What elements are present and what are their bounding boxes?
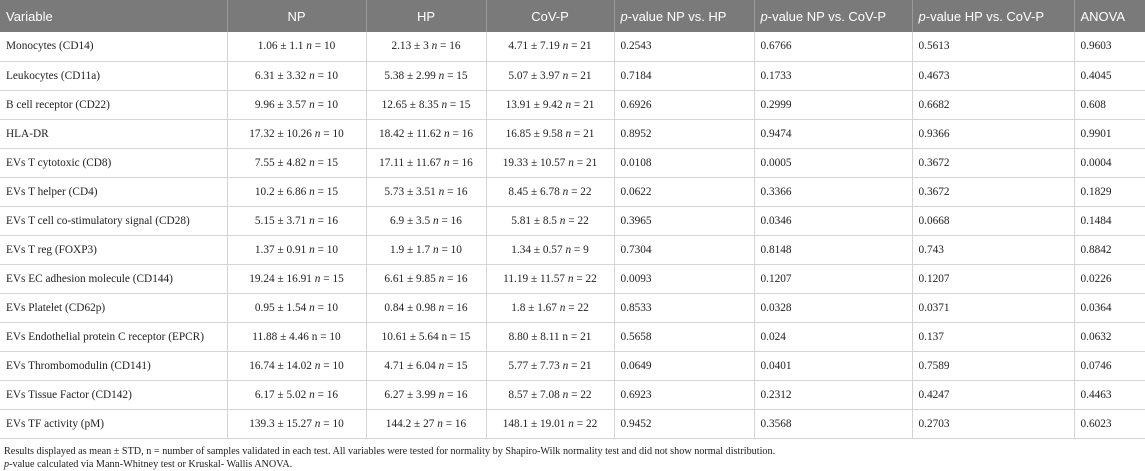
cell-p-np-covp: 0.0005 — [754, 148, 912, 177]
table-row — [0, 148, 1145, 177]
cell-hp — [366, 351, 486, 380]
footnote-pvalue-prefix: p — [4, 458, 10, 470]
covp-n-symbol: n — [562, 40, 569, 53]
hp-n-symbol: n — [438, 272, 445, 285]
cell-anova: 0.4045 — [1074, 61, 1145, 90]
hp-mean-std: 1.9 ± 1.7 — [390, 243, 431, 256]
hp-mean-std: 6.9 ± 3.5 — [390, 214, 431, 227]
cell-p-np-hp: 0.5658 — [614, 322, 754, 351]
footnote-pvalue-rest: -value calculated via Mann-Whitney test or Kruskal- Wallis ANOVA. — [9, 458, 293, 470]
np-mean-std: 1.37 ± 0.91 — [254, 243, 307, 256]
cell-hp — [366, 119, 486, 148]
covp-n-count: = 21 — [573, 127, 595, 140]
covp-mean-std: 11.19 ± 11.57 — [503, 272, 566, 285]
covp-mean-std: 4.71 ± 7.19 — [508, 40, 560, 53]
cell-anova: 0.0364 — [1074, 293, 1145, 322]
hp-n-count: = 16 — [441, 214, 462, 227]
header-row — [0, 0, 1145, 32]
cell-np — [227, 32, 366, 61]
cell-hp — [366, 61, 486, 90]
cell-variable: HLA-DR — [0, 119, 227, 148]
cell-p-np-covp: 0.3568 — [754, 409, 912, 438]
cell-p-np-hp: 0.6926 — [614, 90, 754, 119]
covp-n-count: = 22 — [571, 185, 592, 198]
hp-n-count: = 10 — [441, 243, 462, 256]
hp-mean-std: 6.27 ± 3.99 — [384, 388, 436, 401]
cell-np — [227, 148, 366, 177]
covp-n-count: = 21 — [571, 69, 592, 82]
hp-n-count: = 15 — [447, 359, 468, 372]
covp-n-symbol: n — [562, 388, 569, 401]
table-row — [0, 90, 1145, 119]
table-row — [0, 264, 1145, 293]
np-n-symbol: n — [309, 185, 315, 198]
np-mean-std: 0.95 ± 1.54 — [254, 301, 307, 314]
np-mean-std: 1.06 ± 1.1 — [257, 40, 304, 53]
cell-hp — [366, 293, 486, 322]
cell-hp — [366, 177, 486, 206]
cell-p-np-covp: 0.3366 — [754, 177, 912, 206]
cell-np — [227, 235, 366, 264]
np-mean-std: 6.31 ± 3.32 — [254, 69, 307, 82]
hp-n-symbol: n — [431, 40, 438, 53]
cell-covp — [486, 409, 614, 438]
cell-p-hp-covp: 0.137 — [912, 322, 1074, 351]
np-mean-std: 9.96 ± 3.57 — [254, 98, 307, 111]
table-body — [0, 32, 1145, 438]
hp-n-count: = 16 — [447, 301, 468, 314]
hp-n-count: = 16 — [447, 272, 468, 285]
covp-mean-std: 5.07 ± 3.97 — [508, 69, 560, 82]
table-row — [0, 293, 1145, 322]
np-n-count: = 10 — [314, 40, 336, 53]
cell-anova: 0.608 — [1074, 90, 1145, 119]
cell-hp — [366, 264, 486, 293]
table-row — [0, 206, 1145, 235]
table-row — [0, 119, 1145, 148]
table-row — [0, 409, 1145, 438]
np-n-count: = 10 — [323, 127, 344, 140]
cell-p-np-covp: 0.1207 — [754, 264, 912, 293]
table-row — [0, 322, 1145, 351]
hp-mean-std: 17.11 ± 11.67 — [379, 156, 442, 169]
np-n-symbol: n — [309, 156, 315, 169]
cell-p-hp-covp: 0.5613 — [912, 32, 1074, 61]
np-n-symbol: n — [314, 359, 321, 372]
cell-hp — [366, 206, 486, 235]
covp-n-count: = 22 — [576, 417, 598, 430]
cell-anova: 0.9603 — [1074, 32, 1145, 61]
hp-n-symbol: n — [438, 359, 445, 372]
cell-p-hp-covp: 0.3672 — [912, 177, 1074, 206]
np-mean-std: 11.88 ± 4.46 n — [252, 330, 318, 343]
hp-n-symbol: n — [432, 243, 439, 256]
hp-mean-std: 18.42 ± 11.62 — [378, 127, 442, 140]
header-p-np-hp-rest: -value NP vs. HP — [627, 8, 727, 24]
hp-n-count: = 16 — [447, 388, 468, 401]
cell-hp — [366, 380, 486, 409]
hp-n-symbol: n — [432, 214, 439, 227]
hp-mean-std: 2.13 ± 3 — [391, 40, 429, 53]
covp-mean-std: 8.45 ± 6.78 — [508, 185, 560, 198]
np-n-symbol: n — [309, 388, 315, 401]
hp-n-count: = 16 — [447, 185, 468, 198]
covp-mean-std: 13.91 ± 9.42 — [505, 98, 563, 111]
cell-hp — [366, 322, 486, 351]
cell-hp — [366, 148, 486, 177]
cell-variable: EVs TF activity (pM) — [0, 409, 227, 438]
cell-variable: EVs T reg (FOXP3) — [0, 235, 227, 264]
np-mean-std: 17.32 ± 10.26 — [249, 127, 312, 140]
cell-covp — [486, 322, 614, 351]
table-footnotes — [0, 439, 1145, 471]
np-mean-std: 7.55 ± 4.82 — [254, 156, 307, 169]
np-n-count: = 10 — [317, 301, 339, 314]
np-n-symbol: n — [309, 69, 315, 82]
table-row — [0, 32, 1145, 61]
cell-np — [227, 119, 366, 148]
hp-mean-std: 5.73 ± 3.51 — [384, 185, 436, 198]
cell-p-np-hp: 0.9452 — [614, 409, 754, 438]
np-n-count: = 10 — [317, 243, 339, 256]
hp-n-symbol: n — [438, 185, 445, 198]
cell-variable: EVs EC adhesion molecule (CD144) — [0, 264, 227, 293]
cell-variable: EVs Platelet (CD62p) — [0, 293, 227, 322]
covp-mean-std: 16.85 ± 9.58 — [505, 127, 563, 140]
cell-covp — [486, 206, 614, 235]
covp-n-count: = 22 — [576, 272, 597, 285]
hp-n-count: = 15 — [449, 98, 471, 111]
covp-n-symbol: n — [559, 301, 566, 314]
cell-p-hp-covp: 0.4673 — [912, 61, 1074, 90]
cell-variable: Leukocytes (CD11a) — [0, 61, 227, 90]
cell-p-np-covp: 0.0401 — [754, 351, 912, 380]
cell-np — [227, 293, 366, 322]
np-n-count: = 10 — [323, 359, 344, 372]
cell-covp — [486, 90, 614, 119]
covp-mean-std: 8.80 ± 8.11 n — [508, 330, 569, 343]
cell-p-np-covp: 0.0328 — [754, 293, 912, 322]
np-mean-std: 5.15 ± 3.71 — [254, 214, 307, 227]
header-p-hp-covp-rest: -value HP vs. CoV-P — [925, 8, 1044, 24]
np-n-count: = 15 — [317, 185, 339, 198]
hp-n-symbol: n — [438, 301, 445, 314]
cell-variable: EVs Thrombomodulin (CD141) — [0, 351, 227, 380]
header-p-np-hp — [614, 0, 754, 32]
cell-p-np-hp: 0.7304 — [614, 235, 754, 264]
cell-p-np-covp: 0.0346 — [754, 206, 912, 235]
covp-n-symbol: n — [567, 272, 574, 285]
hp-mean-std: 144.2 ± 27 — [385, 417, 435, 430]
table-row — [0, 177, 1145, 206]
cell-p-np-covp: 0.8148 — [754, 235, 912, 264]
hp-n-count: = 16 — [452, 156, 473, 169]
hp-n-symbol: n — [441, 98, 448, 111]
np-n-count: = 16 — [317, 388, 339, 401]
covp-n-count: = 22 — [571, 388, 592, 401]
cell-p-hp-covp: 0.6682 — [912, 90, 1074, 119]
header-p-np-covp-prefix: p — [760, 8, 768, 24]
cell-covp — [486, 177, 614, 206]
np-n-symbol: n — [314, 127, 321, 140]
np-n-count: = 15 — [323, 272, 344, 285]
covp-n-symbol: n — [565, 127, 572, 140]
header-variable: Variable — [0, 0, 227, 32]
cell-p-np-covp: 0.2312 — [754, 380, 912, 409]
cell-np — [227, 90, 366, 119]
covp-n-count: = 22 — [568, 214, 589, 227]
header-np: NP — [227, 0, 366, 32]
cell-covp — [486, 119, 614, 148]
header-p-hp-covp — [912, 0, 1074, 32]
covp-n-symbol: n — [559, 214, 566, 227]
cell-hp — [366, 90, 486, 119]
cell-p-np-hp: 0.7184 — [614, 61, 754, 90]
cell-covp — [486, 61, 614, 90]
cell-p-np-covp: 0.024 — [754, 322, 912, 351]
footnote-results: Results displayed as mean ± STD, n = number of samples validated in each test. All variables were tested for normality by Shapiro-Wilk normality test and did not show normal distribution. — [4, 445, 776, 457]
cell-covp — [486, 148, 614, 177]
np-n-count: = 10 — [317, 69, 339, 82]
header-p-np-covp — [754, 0, 912, 32]
cell-np — [227, 380, 366, 409]
np-mean-std: 10.2 ± 6.86 — [254, 185, 307, 198]
cell-p-np-hp: 0.2543 — [614, 32, 754, 61]
np-mean-std: 6.17 ± 5.02 — [254, 388, 307, 401]
cell-variable: EVs Endothelial protein C receptor (EPCR) — [0, 322, 227, 351]
np-n-symbol: n — [309, 243, 315, 256]
covp-mean-std: 5.81 ± 8.5 — [511, 214, 557, 227]
cell-variable: EVs T cell co-stimulatory signal (CD28) — [0, 206, 227, 235]
cell-anova: 0.9901 — [1074, 119, 1145, 148]
cell-p-hp-covp: 0.9366 — [912, 119, 1074, 148]
cell-variable: EVs T cytotoxic (CD8) — [0, 148, 227, 177]
cell-p-np-hp: 0.0649 — [614, 351, 754, 380]
cell-p-hp-covp: 0.743 — [912, 235, 1074, 264]
np-n-count: = 10 — [320, 330, 341, 343]
table-row — [0, 351, 1145, 380]
cell-anova: 0.0004 — [1074, 148, 1145, 177]
cell-covp — [486, 380, 614, 409]
np-n-count: = 10 — [323, 417, 344, 430]
cell-p-hp-covp: 0.0668 — [912, 206, 1074, 235]
cell-hp — [366, 32, 486, 61]
np-n-symbol: n — [314, 417, 321, 430]
covp-mean-std: 1.34 ± 0.57 — [511, 243, 563, 256]
hp-n-symbol: n — [443, 156, 450, 169]
hp-n-count: = 16 — [440, 40, 461, 53]
np-n-count: = 16 — [317, 214, 339, 227]
cell-p-np-covp: 0.2999 — [754, 90, 912, 119]
covp-n-count: = 21 — [576, 156, 598, 169]
cell-np — [227, 322, 366, 351]
cell-anova: 0.0746 — [1074, 351, 1145, 380]
cell-p-hp-covp: 0.7589 — [912, 351, 1074, 380]
hp-mean-std: 10.61 ± 5.64 n — [381, 330, 448, 343]
covp-n-count: = 21 — [573, 98, 595, 111]
covp-mean-std: 1.8 ± 1.67 — [511, 301, 557, 314]
cell-p-np-covp: 0.6766 — [754, 32, 912, 61]
cell-covp — [486, 235, 614, 264]
covp-mean-std: 148.1 ± 19.01 — [502, 417, 566, 430]
hp-mean-std: 5.38 ± 2.99 — [384, 69, 436, 82]
cell-covp — [486, 264, 614, 293]
np-mean-std: 16.74 ± 14.02 — [249, 359, 312, 372]
cell-anova: 0.1829 — [1074, 177, 1145, 206]
cell-variable: B cell receptor (CD22) — [0, 90, 227, 119]
covp-n-symbol: n — [562, 359, 569, 372]
cell-hp — [366, 235, 486, 264]
header-hp: HP — [366, 0, 486, 32]
np-mean-std: 19.24 ± 16.91 — [249, 272, 312, 285]
covp-mean-std: 19.33 ± 10.57 — [502, 156, 566, 169]
cell-np — [227, 409, 366, 438]
header-p-hp-covp-prefix: p — [918, 8, 926, 24]
np-n-symbol: n — [314, 272, 321, 285]
cell-variable: EVs T helper (CD4) — [0, 177, 227, 206]
hp-n-symbol: n — [438, 388, 445, 401]
cell-np — [227, 351, 366, 380]
cell-anova: 0.0226 — [1074, 264, 1145, 293]
hp-mean-std: 6.61 ± 9.85 — [384, 272, 436, 285]
cell-anova: 0.1484 — [1074, 206, 1145, 235]
cell-anova: 0.4463 — [1074, 380, 1145, 409]
np-n-symbol: n — [306, 40, 312, 53]
cell-anova: 0.0632 — [1074, 322, 1145, 351]
hp-n-count: = 16 — [452, 127, 474, 140]
cell-p-np-hp: 0.0093 — [614, 264, 754, 293]
cell-p-np-hp: 0.0108 — [614, 148, 754, 177]
covp-mean-std: 5.77 ± 7.73 — [508, 359, 560, 372]
cell-p-hp-covp: 0.0371 — [912, 293, 1074, 322]
header-covp: CoV-P — [486, 0, 614, 32]
cell-p-np-hp: 0.8952 — [614, 119, 754, 148]
covp-n-symbol: n — [568, 417, 574, 430]
np-n-symbol: n — [309, 301, 315, 314]
cell-p-hp-covp: 0.4247 — [912, 380, 1074, 409]
covp-n-count: = 22 — [568, 301, 589, 314]
cell-p-np-covp: 0.9474 — [754, 119, 912, 148]
covp-mean-std: 8.57 ± 7.08 — [508, 388, 560, 401]
hp-mean-std: 4.71 ± 6.04 — [384, 359, 436, 372]
hp-n-count: = 15 — [449, 330, 471, 343]
cell-anova: 0.6023 — [1074, 409, 1145, 438]
table-row — [0, 380, 1145, 409]
cell-p-np-hp: 0.3965 — [614, 206, 754, 235]
covp-n-symbol: n — [565, 243, 572, 256]
cell-covp — [486, 293, 614, 322]
cell-np — [227, 264, 366, 293]
header-p-np-hp-prefix: p — [620, 8, 628, 24]
cell-p-hp-covp: 0.1207 — [912, 264, 1074, 293]
covp-n-count: = 21 — [571, 359, 592, 372]
cell-np — [227, 177, 366, 206]
cell-p-np-hp: 0.6923 — [614, 380, 754, 409]
header-anova: ANOVA — [1080, 8, 1126, 24]
cell-anova: 0.8842 — [1074, 235, 1145, 264]
hp-n-count: = 15 — [447, 69, 468, 82]
footnote-pvalue — [4, 458, 1145, 471]
np-mean-std: 139.3 ± 15.27 — [249, 417, 312, 430]
header-p-np-covp-rest: -value NP vs. CoV-P — [767, 8, 886, 24]
hp-n-symbol: n — [438, 69, 445, 82]
hp-n-symbol: n — [437, 417, 443, 430]
cell-p-hp-covp: 0.3672 — [912, 148, 1074, 177]
cell-variable: Monocytes (CD14) — [0, 32, 227, 61]
cell-np — [227, 61, 366, 90]
covp-n-count: = 21 — [571, 40, 592, 53]
table-row — [0, 61, 1145, 90]
cell-p-np-hp: 0.0622 — [614, 177, 754, 206]
cell-covp — [486, 32, 614, 61]
hp-n-symbol: n — [444, 127, 450, 140]
np-n-symbol: n — [309, 98, 315, 111]
cell-np — [227, 206, 366, 235]
table-row — [0, 235, 1145, 264]
hp-mean-std: 0.84 ± 0.98 — [384, 301, 436, 314]
cell-hp — [366, 409, 486, 438]
np-n-symbol: n — [309, 214, 315, 227]
covp-n-count: = 9 — [573, 243, 589, 256]
covp-n-symbol: n — [562, 185, 569, 198]
covp-n-symbol: n — [568, 156, 574, 169]
cell-p-np-hp: 0.8533 — [614, 293, 754, 322]
cell-p-hp-covp: 0.2703 — [912, 409, 1074, 438]
cell-p-np-covp: 0.1733 — [754, 61, 912, 90]
hp-n-count: = 16 — [445, 417, 467, 430]
covp-n-symbol: n — [562, 69, 569, 82]
cell-variable: EVs Tissue Factor (CD142) — [0, 380, 227, 409]
covp-n-count: = 21 — [570, 330, 592, 343]
hp-mean-std: 12.65 ± 8.35 — [381, 98, 439, 111]
np-n-count: = 10 — [317, 98, 339, 111]
covp-n-symbol: n — [565, 98, 572, 111]
cell-covp — [486, 351, 614, 380]
np-n-count: = 15 — [317, 156, 339, 169]
